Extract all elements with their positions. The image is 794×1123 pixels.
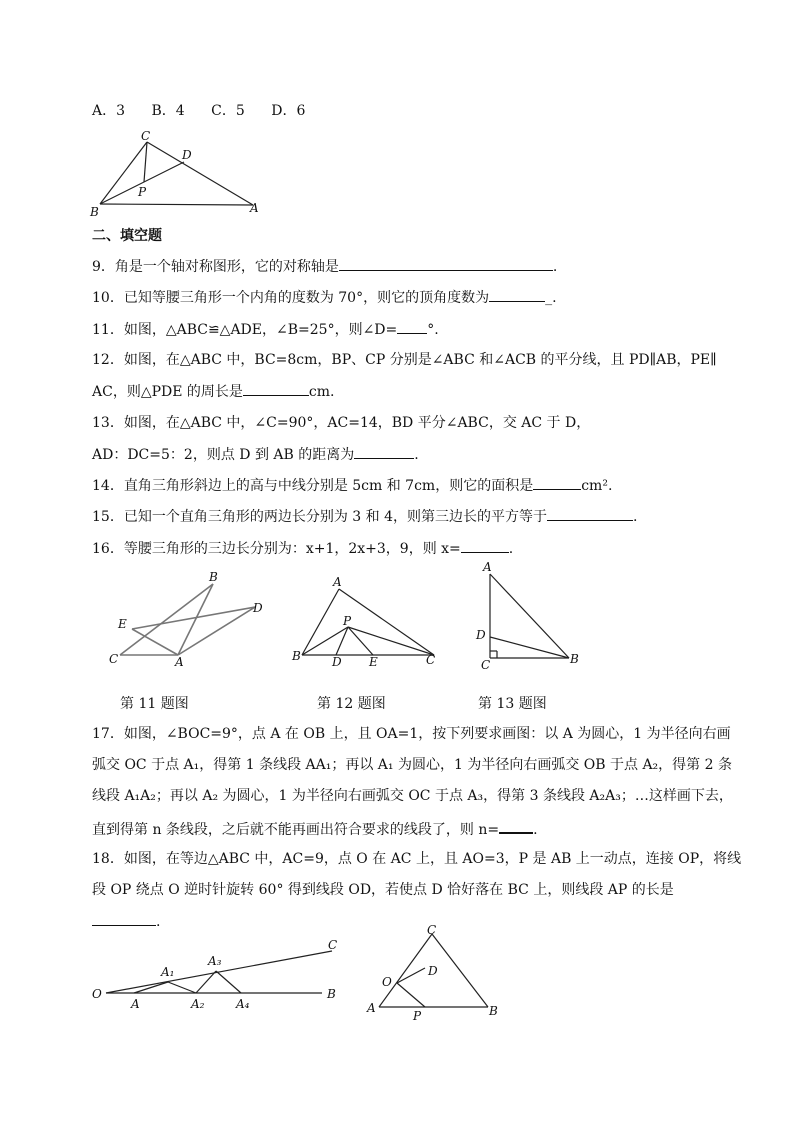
q10-text: 10．已知等腰三角形一个内角的度数为 70°，则它的顶角度数为 xyxy=(92,290,490,306)
question-16 xyxy=(92,538,513,559)
fig17-label-a: A xyxy=(131,997,140,1011)
q15-blank xyxy=(547,506,633,521)
question-17-line-1: 17．如图，∠BOC=9°，点 A 在 OB 上，且 OA=1，按下列要求画图：以 A 为圆心，1 为半径向右画 xyxy=(92,726,731,742)
question-15 xyxy=(92,506,637,527)
fig11-label-c: C xyxy=(109,652,119,666)
fig11-label-b: B xyxy=(209,570,218,584)
figure-q8 xyxy=(88,128,268,223)
question-9 xyxy=(92,256,557,277)
label-b: B xyxy=(90,205,99,219)
question-12-line-1: 12．如图，在△ABC 中，BC=8cm，BP、CP 分别是∠ABC 和∠ACB 的平分线，且 PD∥AB，PE∥ xyxy=(92,352,717,368)
choice-a: A．3 xyxy=(92,103,126,119)
q10-blank xyxy=(489,287,545,302)
label-d: D xyxy=(182,148,192,162)
choice-b: B．4 xyxy=(151,103,185,119)
fig17-label-b: B xyxy=(327,987,336,1001)
fig17-label-c: C xyxy=(328,938,338,952)
question-11 xyxy=(92,319,439,340)
section-title: 二、填空题 xyxy=(92,228,162,244)
figure-q11 xyxy=(105,570,270,670)
q16-blank xyxy=(461,538,509,553)
figure-q17 xyxy=(88,940,348,1015)
q14-text: 14．直角三角形斜边上的高与中线分别是 5cm 和 7cm，则它的面积是 xyxy=(92,478,534,494)
label-c: C xyxy=(141,129,151,143)
fig18-label-d: D xyxy=(428,964,438,978)
fig17-label-o: O xyxy=(92,987,102,1001)
question-14 xyxy=(92,475,612,496)
q10-end: _. xyxy=(545,290,557,306)
fig18-label-p: P xyxy=(413,1009,422,1023)
fig12-label-p: P xyxy=(343,614,352,628)
q13-end: . xyxy=(414,447,419,463)
fig18-label-a: A xyxy=(367,1001,376,1015)
fig17-label-a3: A₃ xyxy=(208,954,222,968)
fig18-label-b: B xyxy=(489,1004,498,1018)
fig11-label-e: E xyxy=(118,617,127,631)
q17-blank xyxy=(499,818,533,834)
q14-end: cm². xyxy=(581,478,613,494)
question-17-line-3: 线段 A₁A₂；再以 A₂ 为圆心，1 为半径向右画弧交 OC 于点 A₃，得第 3 条线段 A₂A₃；…这样画下去， xyxy=(92,788,733,804)
q11-end: °. xyxy=(427,322,439,338)
fig13-label-a: A xyxy=(483,560,492,574)
q18-blank xyxy=(92,911,156,926)
caption-fig-13: 第 13 题图 xyxy=(478,696,547,712)
question-12-line-2 xyxy=(92,381,334,402)
q12-text: AC，则△PDE 的周长是 xyxy=(92,384,243,400)
question-18-line-1: 18．如图，在等边△ABC 中，AC=9，点 O 在 AC 上，且 AO=3，P 是 AB 上一动点，连接 OP，将线 xyxy=(92,851,742,867)
fig17-label-a2: A₂ xyxy=(191,997,205,1011)
q12-end: cm. xyxy=(308,384,335,400)
caption-fig-12: 第 12 题图 xyxy=(317,696,386,712)
fig12-label-c: C xyxy=(426,653,436,667)
question-10 xyxy=(92,287,557,308)
question-13-line-1: 13．如图，在△ABC 中，∠C=90°，AC=14，BD 平分∠ABC，交 AC 于 D， xyxy=(92,415,591,431)
fig12-label-a: A xyxy=(333,575,342,589)
question-13-line-2 xyxy=(92,444,419,465)
fig12-label-e: E xyxy=(369,655,378,669)
choice-c: C．5 xyxy=(211,103,245,119)
fig13-label-b: B xyxy=(570,652,579,666)
caption-fig-11: 第 11 题图 xyxy=(120,696,189,712)
figure-q13 xyxy=(473,560,593,672)
q17-end: . xyxy=(533,822,538,838)
fig17-label-a4: A₄ xyxy=(236,997,250,1011)
fig18-label-c: C xyxy=(427,923,437,937)
choice-d: D．6 xyxy=(271,103,306,119)
fig13-label-d: D xyxy=(476,628,486,642)
q15-end: . xyxy=(632,509,638,525)
question-18-line-2: 段 OP 绕点 O 逆时针旋转 60° 得到线段 OD，若使点 D 恰好落在 BC 上，则线段 AP 的长是 xyxy=(92,882,674,898)
fig17-label-a1: A₁ xyxy=(161,965,175,979)
q12-blank xyxy=(243,381,309,396)
q9-end: . xyxy=(552,259,558,275)
q13-text: AD：DC=5：2，则点 D 到 AB 的距离为 xyxy=(92,447,355,463)
q15-text: 15．已知一个直角三角形的两边长分别为 3 和 4，则第三边长的平方等于 xyxy=(92,509,547,525)
fig12-label-d: D xyxy=(332,655,342,669)
fig13-label-c: C xyxy=(481,658,491,672)
q9-text: 9．角是一个轴对称图形，它的对称轴是 xyxy=(92,259,339,275)
question-17-line-4 xyxy=(92,818,538,840)
q14-blank xyxy=(533,475,581,490)
q8-choices xyxy=(92,101,327,121)
q18-end: . xyxy=(156,914,161,930)
question-18-line-3 xyxy=(92,911,160,932)
q11-text: 11．如图，△ABC≌△ADE，∠B=25°，则∠D= xyxy=(92,322,398,338)
q17-text: 直到得第 n 条线段，之后就不能再画出符合要求的线段了，则 n= xyxy=(92,822,500,838)
fig12-label-b: B xyxy=(292,649,301,663)
figure-q12 xyxy=(292,572,442,667)
q13-blank xyxy=(354,444,414,459)
figure-q18 xyxy=(362,920,512,1025)
fig11-label-d: D xyxy=(253,601,263,615)
label-a: A xyxy=(250,201,259,215)
q11-blank xyxy=(397,319,427,334)
question-17-line-2: 弧交 OC 于点 A₁，得第 1 条线段 AA₁；再以 A₁ 为圆心，1 为半径向右画弧交 OB 于点 A₂，得第 2 条 xyxy=(92,757,732,773)
q9-blank xyxy=(339,256,553,271)
fig11-label-a: A xyxy=(175,655,184,669)
q16-end: . xyxy=(508,541,514,557)
fig18-label-o: O xyxy=(382,975,392,989)
q16-text: 16．等腰三角形的三边长分别为：x+1，2x+3，9，则 x= xyxy=(92,541,461,557)
label-p: P xyxy=(138,185,147,199)
